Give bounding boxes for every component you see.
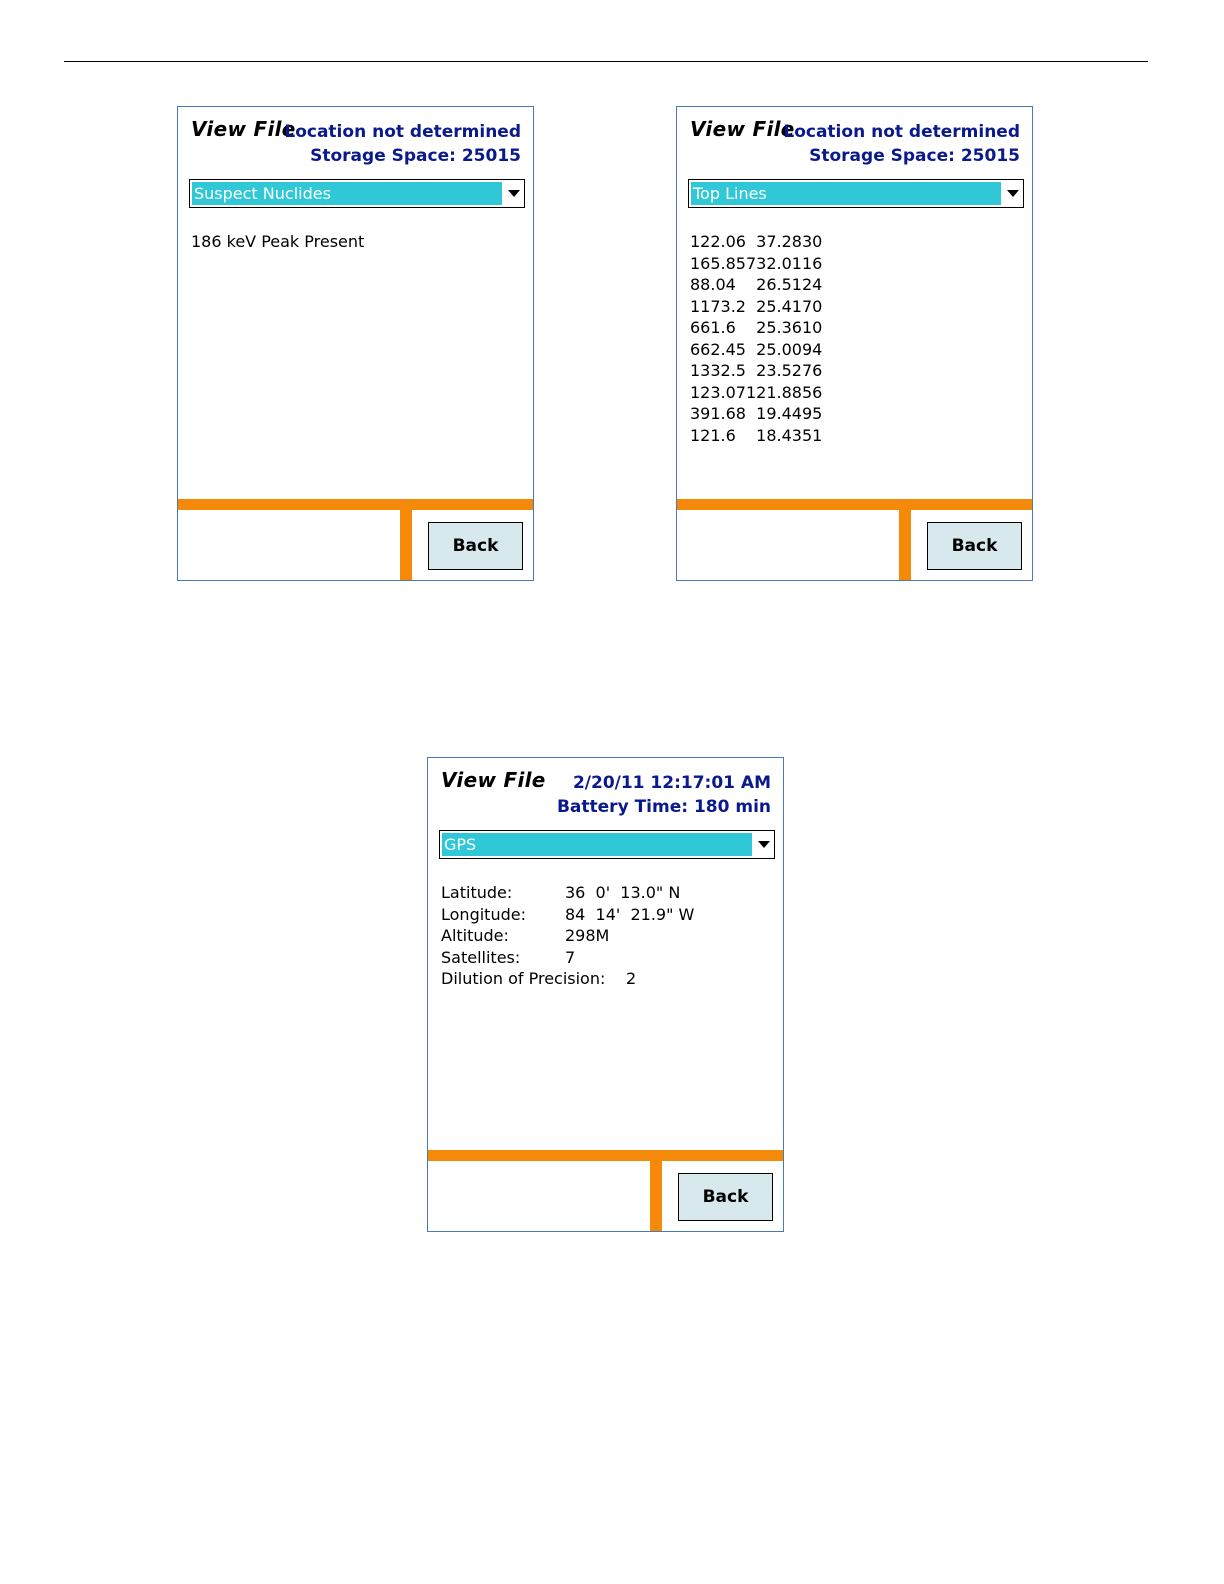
status-battery: Battery Time: 180 min [556, 797, 771, 817]
page-header-rule [64, 61, 1148, 62]
dropdown-selected-value: Top Lines [691, 182, 1001, 205]
status-location: Location not determined [284, 122, 521, 142]
gps-row-latitude [441, 882, 694, 904]
gps-value: 36 0' 13.0" N [565, 883, 681, 902]
content-area [690, 231, 822, 446]
gps-value: 2 [626, 969, 637, 988]
screen-title: View File [690, 117, 795, 141]
line-energy: 165.857 [690, 253, 757, 273]
line-energy: 121.6 [690, 425, 736, 445]
status-datetime: 2/20/11 12:17:01 AM [572, 773, 771, 793]
table-row [690, 382, 822, 404]
table-row [690, 317, 822, 339]
gps-label: Longitude: [441, 904, 526, 924]
status-location: Location not determined [783, 122, 1020, 142]
status-area [284, 120, 521, 168]
status-area [783, 120, 1020, 168]
gps-value: 7 [565, 947, 576, 967]
line-value: 21.8856 [756, 382, 823, 402]
dropdown-arrow-icon[interactable] [1007, 190, 1019, 197]
back-button[interactable]: Back [428, 522, 523, 570]
view-file-screen-gps [427, 757, 784, 1232]
line-value: 26.5124 [756, 275, 823, 294]
line-value: 25.3610 [756, 318, 823, 337]
top-lines-table [690, 231, 822, 446]
line-value: 18.4351 [756, 425, 823, 445]
status-storage: Storage Space: 25015 [310, 146, 521, 166]
softkey-bar-divider [677, 499, 1032, 510]
back-button[interactable]: Back [927, 522, 1022, 570]
line-energy: 1173.2 [690, 296, 746, 316]
status-storage: Storage Space: 25015 [809, 146, 1020, 166]
line-energy: 1332.5 [690, 361, 746, 380]
content-area [441, 882, 694, 990]
table-row [690, 231, 822, 253]
softkey-bar-divider [428, 1150, 783, 1161]
status-area [557, 771, 771, 819]
gps-value: 298M [565, 926, 610, 945]
table-row [690, 253, 822, 275]
view-file-screen-top-lines [676, 106, 1033, 581]
dropdown-selected-value: Suspect Nuclides [192, 182, 502, 205]
line-value: 25.0094 [756, 339, 823, 359]
view-select-dropdown[interactable] [189, 179, 525, 208]
table-row [690, 339, 822, 361]
gps-label: Dilution of Precision: [441, 969, 606, 988]
line-energy: 88.04 [690, 275, 736, 294]
table-row [690, 360, 822, 382]
table-row [690, 403, 822, 425]
line-value: 32.0116 [756, 253, 823, 273]
line-energy: 391.68 [690, 404, 746, 423]
gps-label: Altitude: [441, 926, 509, 945]
line-energy: 662.45 [690, 339, 746, 359]
suspect-nuclide-text: 186 keV Peak Present [191, 232, 365, 251]
gps-label: Latitude: [441, 883, 513, 902]
softkey-separator [400, 510, 412, 580]
screen-title: View File [191, 117, 296, 141]
view-select-dropdown[interactable] [688, 179, 1024, 208]
line-energy: 123.071 [690, 382, 757, 402]
line-value: 19.4495 [756, 404, 823, 423]
table-row [690, 296, 822, 318]
gps-label: Satellites: [441, 947, 521, 967]
dropdown-arrow-icon[interactable] [508, 190, 520, 197]
line-value: 37.2830 [756, 232, 823, 251]
gps-value: 84 14' 21.9" W [565, 904, 695, 924]
line-value: 23.5276 [756, 361, 823, 380]
dropdown-arrow-icon[interactable] [758, 841, 770, 848]
line-value: 25.4170 [756, 296, 823, 316]
dropdown-selected-value: GPS [442, 833, 752, 856]
gps-row-satellites [441, 947, 694, 969]
gps-row-altitude [441, 925, 694, 947]
softkey-separator [650, 1161, 662, 1231]
content-area [191, 231, 364, 253]
view-select-dropdown[interactable] [439, 830, 775, 859]
softkey-bar-divider [178, 499, 533, 510]
gps-row-dop [441, 968, 694, 990]
table-row [690, 425, 822, 447]
back-button[interactable]: Back [678, 1173, 773, 1221]
line-energy: 122.06 [690, 232, 746, 251]
line-energy: 661.6 [690, 318, 736, 337]
gps-info-table [441, 882, 694, 968]
softkey-separator [899, 510, 911, 580]
gps-row-longitude [441, 904, 694, 926]
screen-title: View File [441, 768, 546, 792]
table-row [690, 274, 822, 296]
view-file-screen-suspect-nuclides [177, 106, 534, 581]
